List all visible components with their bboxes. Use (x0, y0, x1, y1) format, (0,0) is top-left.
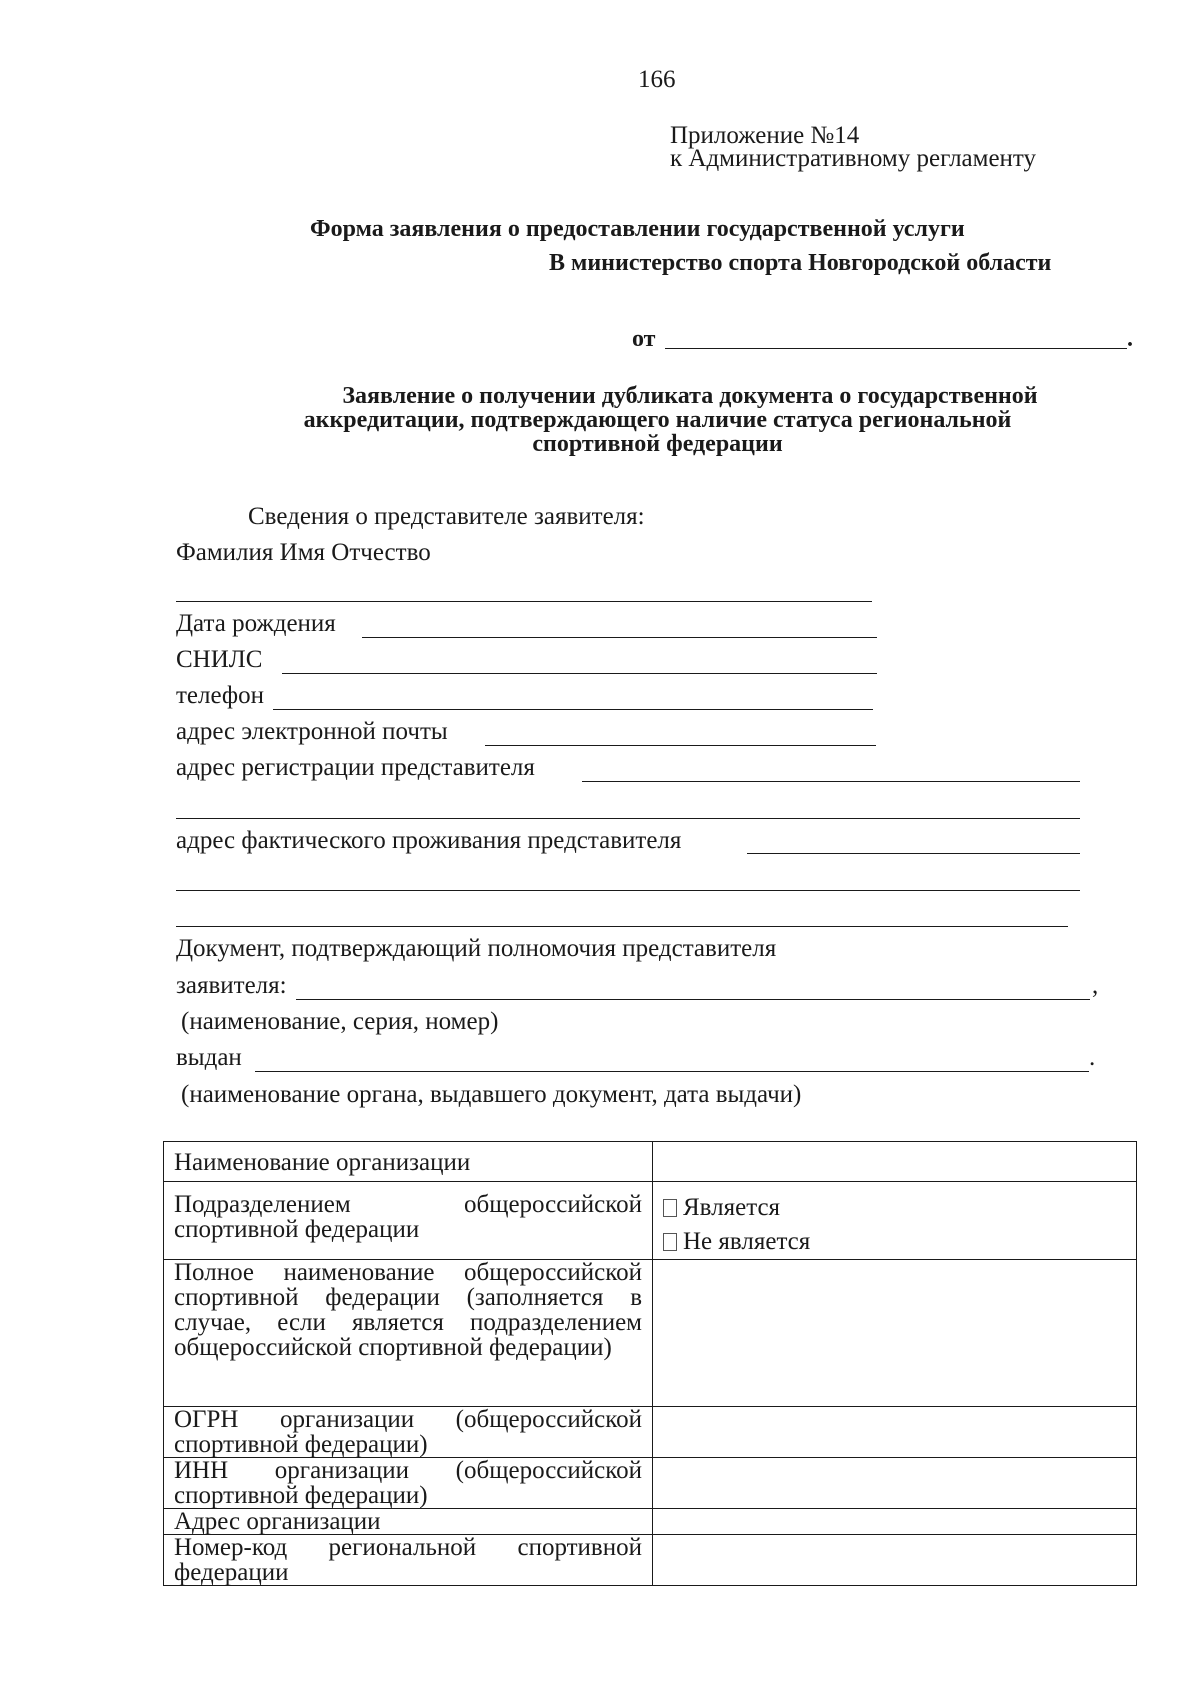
subdivision-label: Подразделением общероссийской спортивной федерации (164, 1182, 653, 1260)
inn-label: ИНН организации (общероссийской спортивной федерации) (164, 1458, 653, 1509)
option-is-label: Является (683, 1194, 781, 1221)
applicant-label: заявителя: (176, 972, 287, 999)
org-name-label: Наименование организации (164, 1142, 653, 1182)
authority-doc-label: Документ, подтверждающий полномочия представителя (176, 935, 777, 962)
table-row (164, 1509, 1137, 1535)
ogrn-value[interactable] (653, 1407, 1137, 1458)
federation-code-value[interactable] (653, 1535, 1137, 1586)
phone-field-line[interactable] (273, 709, 873, 710)
authority-doc-field-line[interactable] (296, 999, 1090, 1000)
fio-label: Фамилия Имя Отчество (176, 539, 431, 566)
actual-address-field-line[interactable] (747, 853, 1080, 854)
from-end-dot: . (1127, 326, 1133, 352)
statement-title-line-2: аккредитации, подтверждающего наличие статуса региональной (303, 407, 1012, 433)
ogrn-label: ОГРН организации (общероссийской спортивной федерации) (164, 1407, 653, 1458)
from-field-line[interactable] (665, 348, 1127, 349)
federation-full-name-value[interactable] (653, 1260, 1137, 1407)
actual-address-field-line-2[interactable] (176, 890, 1080, 891)
checkbox-icon[interactable] (663, 1199, 677, 1217)
snils-field-line[interactable] (282, 673, 877, 674)
table-row (164, 1142, 1137, 1182)
statement-title-line-3: спортивной федерации (532, 431, 783, 457)
applicant-end-comma: , (1092, 972, 1099, 999)
issued-end-dot: . (1089, 1044, 1096, 1071)
reg-address-field-line[interactable] (582, 781, 1080, 782)
from-label: от (632, 326, 656, 352)
form-title: Форма заявления о предоставлении государственной услуги (310, 216, 965, 242)
statement-title (0, 384, 1200, 456)
reg-address-field-line-2[interactable] (176, 818, 1080, 819)
birth-date-field-line[interactable] (362, 637, 877, 638)
snils-label: СНИЛС (176, 646, 263, 673)
table-row (164, 1260, 1137, 1407)
table-row (164, 1182, 1137, 1260)
actual-address-label: адрес фактического проживания представителя (176, 827, 682, 854)
org-address-label: Адрес организации (164, 1509, 653, 1535)
addressee: В министерство спорта Новгородской области (549, 250, 1052, 276)
birth-date-label: Дата рождения (176, 610, 336, 637)
issued-hint: (наименование органа, выдавшего документ, дата выдачи) (181, 1081, 802, 1108)
table-row (164, 1458, 1137, 1509)
fio-field-line[interactable] (176, 601, 872, 602)
representative-heading: Сведения о представителе заявителя: (248, 503, 645, 530)
email-label: адрес электронной почты (176, 718, 448, 745)
table-row (164, 1535, 1137, 1586)
email-field-line[interactable] (485, 745, 876, 746)
doc-hint: (наименование, серия, номер) (181, 1008, 499, 1035)
federation-code-label: Номер-код региональной спортивной федерации (164, 1535, 653, 1586)
option-is-not[interactable] (663, 1225, 1126, 1259)
issued-label: выдан (176, 1044, 242, 1071)
option-is-not-label: Не является (683, 1228, 811, 1255)
issued-field-line[interactable] (255, 1071, 1089, 1072)
reg-address-label: адрес регистрации представителя (176, 754, 535, 781)
org-name-value[interactable] (653, 1142, 1137, 1182)
checkbox-icon[interactable] (663, 1233, 677, 1251)
actual-address-field-line-3[interactable] (176, 926, 1068, 927)
phone-label: телефон (176, 682, 264, 709)
statement-title-line-1: Заявление о получении дубликата документа о государственной (342, 383, 1038, 409)
page-number: 166 (638, 66, 676, 93)
subdivision-options (653, 1182, 1137, 1260)
appendix-reference: к Административному регламенту (670, 145, 1037, 172)
option-is[interactable] (663, 1191, 1126, 1225)
appendix-number: Приложение №14 (670, 122, 860, 149)
table-row (164, 1407, 1137, 1458)
organization-table (163, 1141, 1137, 1586)
org-address-value[interactable] (653, 1509, 1137, 1535)
inn-value[interactable] (653, 1458, 1137, 1509)
federation-full-name-label: Полное наименование общероссийской спортивной федерации (заполняется в случае, если является подразделением общероссийской спортивной федерации) (164, 1260, 653, 1407)
